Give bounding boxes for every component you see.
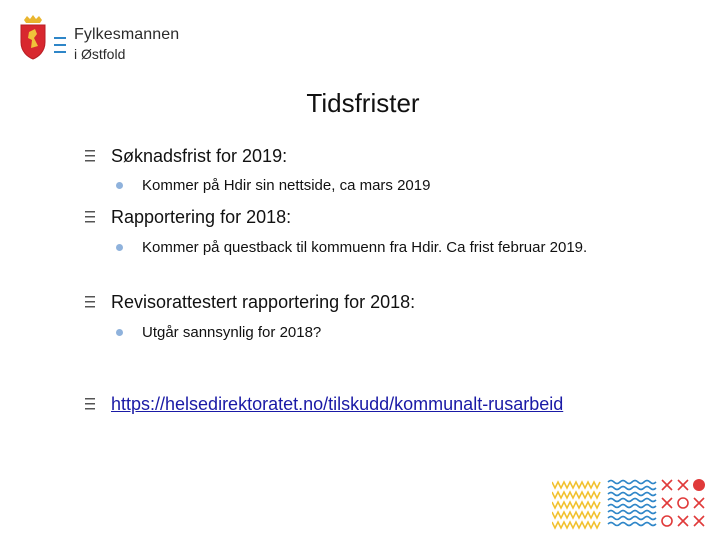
sub-bullet-text: Kommer på questback til kommuenn fra Hdir. Ca frist februar 2019.	[142, 239, 588, 256]
decorative-pattern-graphic	[552, 478, 710, 530]
yellow-zigzag-pattern	[552, 482, 600, 528]
bullet-dot-icon	[116, 244, 123, 251]
list-marker-icon	[85, 211, 95, 223]
helsedirektoratet-link[interactable]: https://helsedirektoratet.no/tilskudd/kommunalt-rusarbeid	[111, 394, 564, 414]
organization-name-line1: Fylkesmannen	[74, 26, 180, 43]
slide-title: Tidsfrister	[306, 88, 420, 118]
coat-of-arms-icon	[18, 14, 48, 60]
list-marker-icon	[85, 296, 95, 308]
bullet-text: Rapportering for 2018:	[111, 207, 292, 227]
menu-lines-icon	[54, 36, 66, 54]
bullet-dot-icon	[116, 182, 123, 189]
bullet-text: Revisorattestert rapportering for 2018:	[111, 292, 416, 312]
blue-wave-pattern	[608, 481, 656, 526]
red-dot	[693, 479, 705, 491]
organization-name-line2: i Østfold	[74, 46, 126, 62]
bullet-dot-icon	[116, 329, 123, 336]
bullet-text: Søknadsfrist for 2019:	[111, 146, 288, 166]
list-marker-icon	[85, 150, 95, 162]
sub-bullet-text: Utgår sannsynlig for 2018?	[142, 324, 322, 341]
list-marker-icon	[85, 398, 95, 410]
organization-logo	[18, 14, 198, 64]
sub-bullet-text: Kommer på Hdir sin nettside, ca mars 2019	[142, 177, 431, 194]
